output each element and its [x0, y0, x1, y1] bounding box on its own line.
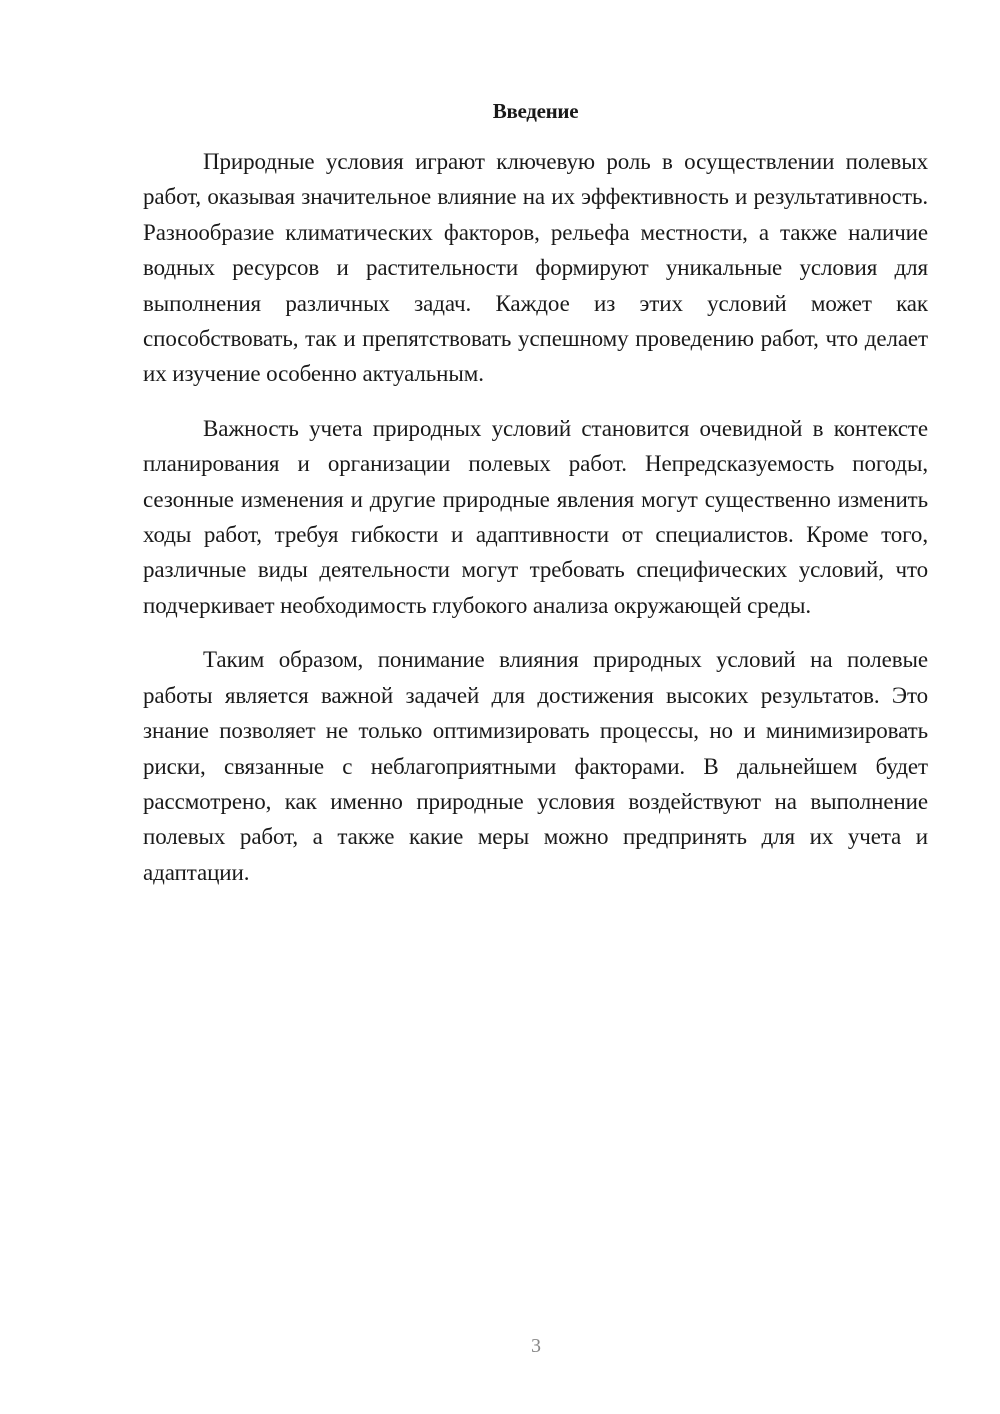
- page-content: [143, 98, 928, 890]
- page-number: 3: [531, 1335, 541, 1357]
- paragraph-3: Таким образом, понимание влияния природных условий на полевые работы является важной задачей для достижения высоких результатов. Это знание позволяет не только оптимизировать процессы, но и минимизировать риски, связанные с неблагоприятными факторами. В дальнейшем будет рассмотрено, как именно природные условия воздействуют на выполнение полевых работ, а также какие меры можно предпринять для их учета и адаптации.: [143, 647, 928, 885]
- section-title: Введение: [492, 99, 579, 123]
- paragraph-1: Природные условия играют ключевую роль в осуществлении полевых работ, оказывая значительное влияние на их эффективность и результативность. Разнообразие климатических факторов, рельефа местности, а также наличие водных ресурсов и растительности формируют уникальные условия для выполнения различных задач. Каждое из этих условий может как способствовать, так и препятствовать успешному проведению работ, что делает их изучение особенно актуальным.: [143, 149, 928, 387]
- paragraph-2: Важность учета природных условий становится очевидной в контексте планирования и организации полевых работ. Непредсказуемость погоды, сезонные изменения и другие природные явления могут существенно изменить ходы работ, требуя гибкости и адаптивности от специалистов. Кроме того, различные виды деятельности могут требовать специфических условий, что подчеркивает необходимость глубокого анализа окружающей среды.: [143, 415, 928, 618]
